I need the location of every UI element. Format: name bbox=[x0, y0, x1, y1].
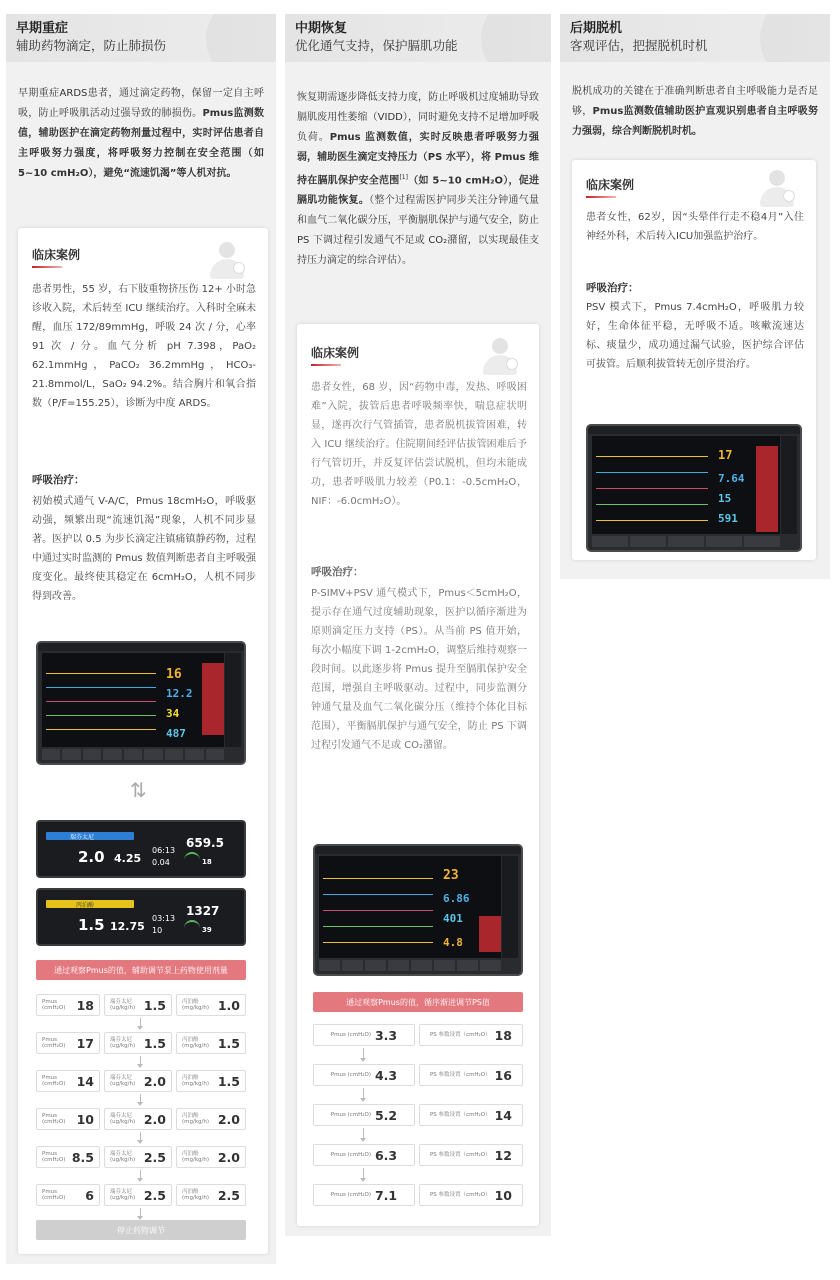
monitor-value: 401 bbox=[443, 912, 463, 925]
down-arrow-icon bbox=[140, 1132, 141, 1142]
resp-title: 呼吸治疗： bbox=[586, 282, 639, 294]
cell-label: PS 参数设置（cmH₂O） bbox=[429, 1111, 491, 1118]
cell-label: 丙泊酚 (mg/kg/h) bbox=[182, 1150, 210, 1163]
ventilator-monitor-image bbox=[586, 424, 802, 552]
ps-setting-cell bbox=[419, 1104, 523, 1126]
intro-plain: 早期重症ARDS患者，通过滴定药物，保留一定自主呼吸，防止呼吸肌活动过强导致的肺损伤。 bbox=[18, 88, 264, 119]
pmus-cell bbox=[313, 1064, 415, 1086]
titration-row bbox=[36, 1146, 246, 1168]
pump-value: 2.0 bbox=[78, 848, 105, 866]
cell-value: 6 bbox=[85, 1187, 94, 1203]
column-title: 后期脱机 bbox=[570, 21, 623, 36]
pump-volume: 659.5 bbox=[186, 836, 224, 850]
ps-row bbox=[313, 1024, 523, 1046]
pump-value: 18 bbox=[202, 858, 212, 866]
cell-label: Pmus (cmH₂O) bbox=[330, 1071, 371, 1078]
case-card bbox=[297, 324, 539, 1226]
patient-avatar-icon bbox=[208, 242, 246, 280]
column-subtitle: 优化通气支持，保护膈肌功能 bbox=[295, 38, 458, 53]
title-underline bbox=[32, 266, 62, 268]
cell-label: 瑞芬太尼 (ug/kg/h) bbox=[110, 1150, 136, 1163]
pmus-cell bbox=[36, 1184, 100, 1206]
monitor-value: 12.2 bbox=[166, 687, 193, 700]
cell-value: 10 bbox=[76, 1111, 94, 1127]
infusion-pump-remifentanil bbox=[36, 820, 246, 878]
monitor-value: 16 bbox=[166, 667, 182, 682]
pump-drug-name: 瑞芬太尼 bbox=[70, 834, 95, 841]
pump-time: 03:13 bbox=[152, 914, 176, 923]
ps-row bbox=[313, 1184, 523, 1206]
case-text: 患者女性，62岁，因“头晕伴行走不稳4月”入住神经外科，术后转入ICU加强监护治疗。 bbox=[586, 212, 804, 242]
cell-label: 丙泊酚 (mg/kg/h) bbox=[182, 1074, 210, 1087]
pmus-cell bbox=[313, 1024, 415, 1046]
column-subtitle: 客观评估，把握脱机时机 bbox=[570, 38, 708, 53]
cell-label: Pmus (cmH₂O) bbox=[330, 1111, 371, 1118]
monitor-value: 487 bbox=[166, 727, 186, 740]
patient-avatar-icon bbox=[758, 170, 796, 208]
monitor-value: 6.86 bbox=[443, 892, 470, 905]
monitor-value: 15 bbox=[718, 492, 732, 505]
pmus-cell bbox=[36, 1070, 100, 1092]
column-title: 中期恢复 bbox=[295, 21, 348, 36]
cell-value: 3.3 bbox=[374, 1027, 398, 1043]
cell-label: Pmus (cmH₂O) bbox=[42, 998, 66, 1011]
ventilator-monitor-image bbox=[36, 641, 246, 765]
down-arrow-icon bbox=[363, 1048, 364, 1060]
pump-value: 39 bbox=[202, 926, 212, 934]
titration-row bbox=[36, 1032, 246, 1054]
resp-title: 呼吸治疗： bbox=[311, 566, 364, 578]
stop-titration-button[interactable]: 停止药物调节 bbox=[36, 1220, 246, 1240]
column-intro bbox=[6, 84, 276, 184]
cell-label: 瑞芬太尼 (ug/kg/h) bbox=[110, 1036, 136, 1049]
case-title: 临床案例 bbox=[586, 178, 635, 192]
case-title: 临床案例 bbox=[32, 248, 81, 262]
pump-time: 06:13 bbox=[152, 846, 176, 855]
remifentanil-cell bbox=[104, 994, 172, 1016]
propofol-cell bbox=[176, 1108, 246, 1130]
instruction-banner: 通过观察Pmus的值，辅助调节泵上药物使用剂量 bbox=[36, 960, 246, 980]
cell-label: 丙泊酚 (mg/kg/h) bbox=[182, 1036, 210, 1049]
cell-label: 瑞芬太尼 (ug/kg/h) bbox=[110, 998, 136, 1011]
resp-text: P-SIMV+PSV 通气模式下，Pmus＜5cmH₂O，提示存在通气过度辅助现象，医护以循序渐进为原则滴定压力支持（PS）。从当前 PS 值开始，每次小幅度下调 1-2cmH₂O，调整后维持观察一段时间。以此逐步将 Pmus 提升至膈肌保护安全范围，增强自主呼吸驱动。过程中，同步监测分钟通气量及血气二氧化碳分压（维持个体化目标范围），平衡膈肌保护与通气安全，防止 PS 下调过程引发通气不足或 CO₂潴留。 bbox=[311, 588, 527, 751]
title-underline bbox=[311, 364, 341, 366]
cell-label: Pmus (cmH₂O) bbox=[42, 1036, 66, 1049]
cell-value: 12 bbox=[494, 1147, 512, 1163]
monitor-value: 591 bbox=[718, 512, 738, 525]
cell-value: 1.5 bbox=[217, 1035, 240, 1051]
pmus-cell bbox=[313, 1184, 415, 1206]
column-mid-stage bbox=[285, 14, 551, 1236]
cell-value: 8.5 bbox=[71, 1149, 94, 1165]
propofol-cell bbox=[176, 1032, 246, 1054]
pump-value: 1.5 bbox=[78, 916, 105, 934]
cell-label: PS 参数设置（cmH₂O） bbox=[429, 1071, 491, 1078]
cell-label: 丙泊酚 (mg/kg/h) bbox=[182, 998, 210, 1011]
cell-label: PS 参数设置（cmH₂O） bbox=[429, 1031, 491, 1038]
pump-value: 12.75 bbox=[110, 920, 145, 933]
ps-row bbox=[313, 1144, 523, 1166]
monitor-value: 34 bbox=[166, 707, 180, 720]
pump-value: 10 bbox=[152, 926, 163, 935]
cell-value: 18 bbox=[76, 997, 94, 1013]
cell-label: 瑞芬太尼 (ug/kg/h) bbox=[110, 1188, 136, 1201]
instruction-banner: 通过观察Pmus的值，循序渐进调节PS值 bbox=[313, 992, 523, 1012]
remifentanil-cell bbox=[104, 1184, 172, 1206]
cell-value: 17 bbox=[76, 1035, 94, 1051]
case-title: 临床案例 bbox=[311, 346, 360, 360]
column-header bbox=[285, 14, 551, 62]
cell-value: 6.3 bbox=[374, 1147, 398, 1163]
case-text: 患者女性，68 岁，因“药物中毒，发热、呼吸困难”入院，拔管后患者呼吸频率快，喘息症状明显，遂再次行气管插管，患者脱机拔管困难，转入 ICU 继续治疗。住院期间经评估拔管困难后予行气管切开，并反复评估尝试脱机，但均未能成功，患者呼吸肌力较差（P0.1：-0.5cmH₂O，NIF：-6.0cmH₂O）。 bbox=[311, 382, 527, 507]
column-early-stage bbox=[6, 14, 276, 1264]
case-card bbox=[18, 228, 268, 1254]
column-intro: 脱机成功的关键在于准确判断患者自主呼吸能力是否足够，Pmus监测数值辅助医护直观识别患者自主呼吸努力强弱，综合判断脱机时机。 bbox=[572, 86, 818, 137]
cell-label: Pmus (cmH₂O) bbox=[42, 1150, 66, 1163]
resp-text: 初始模式通气 V-A/C，Pmus 18cmH₂O，呼吸驱动强，频繁出现“流速饥渴”现象，人机不同步显著。医护以 0.5 为步长滴定注镇痛镇静药物，过程中通过实时监测的 Pmus 数值判断患者自主呼吸强度变化。最终使其稳定在 6cmH₂O，人机不同步得到改善。 bbox=[32, 496, 256, 602]
pmus-cell bbox=[313, 1144, 415, 1166]
propofol-cell bbox=[176, 1184, 246, 1206]
cell-value: 10 bbox=[494, 1187, 512, 1203]
monitor-value: 23 bbox=[443, 868, 459, 883]
cell-label: PS 参数设置（cmH₂O） bbox=[429, 1151, 491, 1158]
column-header bbox=[6, 14, 276, 62]
title-underline bbox=[586, 196, 616, 198]
cell-value: 5.2 bbox=[374, 1107, 398, 1123]
pmus-cell bbox=[36, 1146, 100, 1168]
pump-volume: 1327 bbox=[186, 904, 220, 918]
pmus-cell bbox=[313, 1104, 415, 1126]
ps-setting-cell bbox=[419, 1064, 523, 1086]
cell-value: 2.0 bbox=[143, 1111, 166, 1127]
cell-label: 瑞芬太尼 (ug/kg/h) bbox=[110, 1112, 136, 1125]
ps-row bbox=[313, 1104, 523, 1126]
column-header bbox=[560, 14, 830, 62]
cell-value: 2.5 bbox=[217, 1187, 240, 1203]
ps-setting-cell bbox=[419, 1184, 523, 1206]
monitor-value: 17 bbox=[718, 448, 733, 462]
pump-value: 4.25 bbox=[114, 852, 142, 865]
pump-value: 0.04 bbox=[152, 858, 170, 867]
gauge-icon bbox=[184, 920, 200, 930]
titration-row bbox=[36, 1184, 246, 1206]
down-arrow-icon bbox=[140, 1170, 141, 1180]
resp-title: 呼吸治疗： bbox=[32, 474, 85, 486]
monitor-value: 4.8 bbox=[443, 936, 463, 949]
resp-text: PSV 模式下，Pmus 7.4cmH₂O，呼吸肌力较好，生命体征平稳，无呼吸不适。咳嗽流速达标、痰量少，成功通过漏气试验，医护综合评估可拔管。后顺利拔管转无创序贯治疗。 bbox=[586, 302, 804, 370]
ps-setting-cell bbox=[419, 1024, 523, 1046]
cell-label: Pmus (cmH₂O) bbox=[330, 1031, 371, 1038]
titration-row bbox=[36, 1108, 246, 1130]
down-arrow-icon bbox=[140, 1056, 141, 1066]
cell-label: PS 参数设置（cmH₂O） bbox=[429, 1191, 491, 1198]
cell-value: 7.1 bbox=[374, 1187, 398, 1203]
cell-label: 瑞芬太尼 (ug/kg/h) bbox=[110, 1074, 136, 1087]
down-arrow-icon bbox=[140, 1018, 141, 1028]
ps-row bbox=[313, 1064, 523, 1086]
cell-value: 18 bbox=[494, 1027, 512, 1043]
ventilator-monitor-image bbox=[313, 844, 523, 976]
ps-setting-cell bbox=[419, 1144, 523, 1166]
remifentanil-cell bbox=[104, 1108, 172, 1130]
cell-label: 丙泊酚 (mg/kg/h) bbox=[182, 1112, 210, 1125]
cell-value: 16 bbox=[494, 1067, 512, 1083]
remifentanil-cell bbox=[104, 1146, 172, 1168]
gauge-icon bbox=[184, 852, 200, 862]
column-intro: 恢复期需逐步降低支持力度，防止呼吸机过度辅助导致膈肌废用性萎缩（VIDD），同时避免支持不足增加呼吸负荷。Pmus 监测数值，实时反映患者呼吸努力强弱，辅助医生滴定支持压力（PS 水平），将 Pmus 维持在膈肌保护安全范围[1]（如 5~10 cmH₂O），促进膈肌功能恢复。（整个过程需医护同步关注分钟通气量和血气二氧化碳分压，平衡膈肌保护与通气安全，防止 PS 下调过程引发通气不足或 CO₂潴留，以实现最佳支持压力滴定的综合评估）。 bbox=[297, 92, 540, 267]
down-arrow-icon bbox=[363, 1128, 364, 1140]
cell-label: Pmus (cmH₂O) bbox=[42, 1112, 66, 1125]
swap-arrows-icon: ⇅ bbox=[130, 778, 147, 802]
cell-label: Pmus (cmH₂O) bbox=[42, 1074, 66, 1087]
cell-value: 2.0 bbox=[143, 1073, 166, 1089]
cell-label: Pmus (cmH₂O) bbox=[42, 1188, 66, 1201]
cell-label: Pmus (cmH₂O) bbox=[330, 1151, 371, 1158]
patient-avatar-icon bbox=[481, 338, 519, 376]
cell-label: 丙泊酚 (mg/kg/h) bbox=[182, 1188, 210, 1201]
down-arrow-icon bbox=[363, 1088, 364, 1100]
remifentanil-cell bbox=[104, 1032, 172, 1054]
cell-value: 2.0 bbox=[217, 1111, 240, 1127]
down-arrow-icon bbox=[140, 1208, 141, 1218]
column-title: 早期重症 bbox=[16, 21, 69, 36]
cell-value: 1.5 bbox=[217, 1073, 240, 1089]
pmus-cell bbox=[36, 1108, 100, 1130]
cell-value: 1.0 bbox=[217, 997, 240, 1013]
monitor-value: 7.64 bbox=[718, 472, 745, 485]
cell-value: 4.3 bbox=[374, 1067, 398, 1083]
down-arrow-icon bbox=[140, 1094, 141, 1104]
remifentanil-cell bbox=[104, 1070, 172, 1092]
propofol-cell bbox=[176, 994, 246, 1016]
cell-value: 2.5 bbox=[143, 1149, 166, 1165]
case-text: 患者男性，55 岁，右下肢重物挤压伤 12+ 小时急诊收入院，术后转至 ICU 继续治疗。入科时全麻未醒，血压 172/89mmHg，呼吸 24 次 / 分，心率 91 次 / 分。血气分析 pH 7.398，PaO₂ 62.1mmHg，PaCO₂ 36.2mmHg，HCO₃- 21.8mmol/L，SaO₂ 94.2%。结合胸片和氧合指数（P/F=155.25），诊断为中度 ARDS。 bbox=[32, 284, 256, 409]
cell-value: 14 bbox=[494, 1107, 512, 1123]
infusion-pump-propofol bbox=[36, 888, 246, 946]
cell-label: Pmus (cmH₂O) bbox=[330, 1191, 371, 1198]
cell-value: 1.5 bbox=[143, 997, 166, 1013]
column-subtitle: 辅助药物滴定，防止肺损伤 bbox=[16, 38, 167, 53]
titration-row bbox=[36, 994, 246, 1016]
pmus-cell bbox=[36, 994, 100, 1016]
titration-row bbox=[36, 1070, 246, 1092]
pump-drug-name: 丙泊酚 bbox=[76, 902, 95, 909]
case-card bbox=[572, 160, 816, 560]
cell-value: 2.5 bbox=[143, 1187, 166, 1203]
pmus-cell bbox=[36, 1032, 100, 1054]
down-arrow-icon bbox=[363, 1168, 364, 1180]
cell-value: 1.5 bbox=[143, 1035, 166, 1051]
propofol-cell bbox=[176, 1070, 246, 1092]
propofol-cell bbox=[176, 1146, 246, 1168]
cell-value: 2.0 bbox=[217, 1149, 240, 1165]
column-late-stage bbox=[560, 14, 830, 579]
intro-bold: Pmus监测数值，辅助医护在滴定药物剂量过程中，实时评估患者自主呼吸努力强度，将呼吸努力控制在安全范围（如5~10 cmH₂O），避免“流速饥渴”等人机对抗。 bbox=[18, 108, 264, 179]
cell-value: 14 bbox=[76, 1073, 94, 1089]
